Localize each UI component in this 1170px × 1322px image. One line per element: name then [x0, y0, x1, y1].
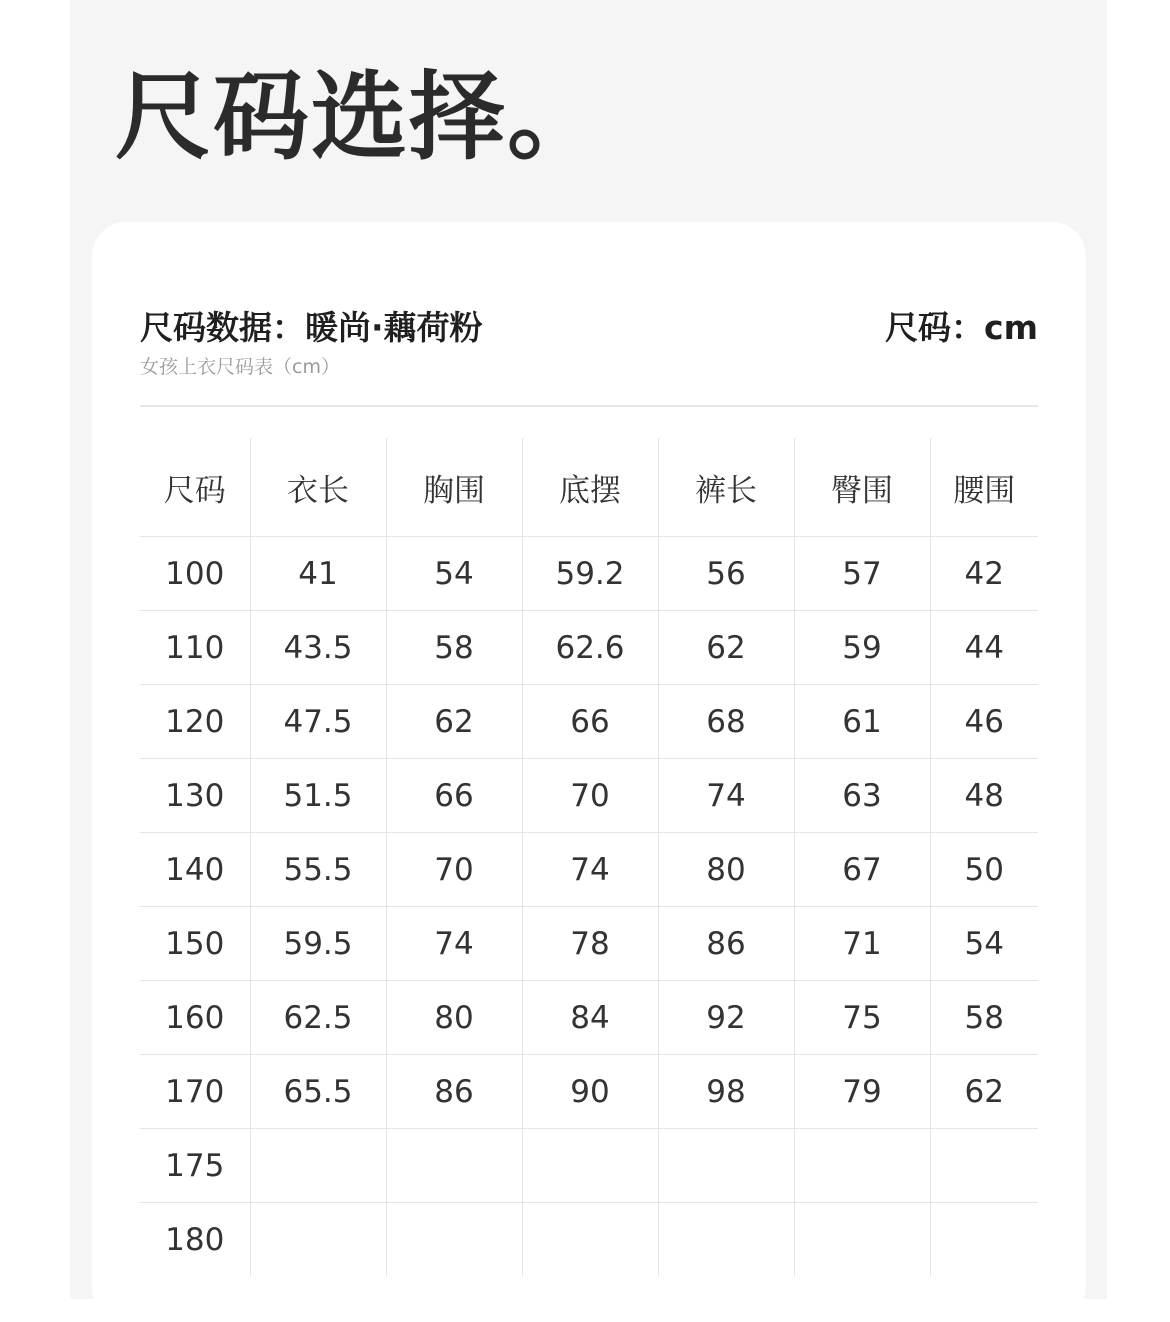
cell-size: 100: [140, 537, 250, 611]
cell-waist: [930, 1203, 1038, 1277]
header-divider: [140, 405, 1038, 407]
table-row: [140, 833, 1038, 907]
size-guide-page: [70, 0, 1107, 1299]
cell-length: 62.5: [250, 981, 386, 1055]
cell-size: 170: [140, 1055, 250, 1129]
cell-pants-length: 92: [658, 981, 794, 1055]
cell-waist: 62: [930, 1055, 1038, 1129]
cell-chest: 62: [386, 685, 522, 759]
cell-hem: 70: [522, 759, 658, 833]
cell-pants-length: 68: [658, 685, 794, 759]
cell-waist: 44: [930, 611, 1038, 685]
cell-chest: 86: [386, 1055, 522, 1129]
cell-chest: [386, 1129, 522, 1203]
cell-hip: 63: [794, 759, 930, 833]
cell-hem: 62.6: [522, 611, 658, 685]
cell-hip: 59: [794, 611, 930, 685]
column-header-size: 尺码: [140, 438, 250, 537]
cell-waist: 42: [930, 537, 1038, 611]
table-row: [140, 1055, 1038, 1129]
cell-pants-length: 80: [658, 833, 794, 907]
cell-size: 180: [165, 1221, 225, 1258]
size-data-title: 尺码数据：暖尚·藕荷粉: [140, 308, 483, 347]
cell-length: 43.5: [250, 611, 386, 685]
cell-hem: [522, 1203, 658, 1277]
cell-chest: 80: [386, 981, 522, 1055]
table-row: [140, 685, 1038, 759]
cell-chest: 70: [386, 833, 522, 907]
cell-hem: 84: [522, 981, 658, 1055]
table-row: [140, 981, 1038, 1055]
cell-length: [250, 1203, 386, 1277]
cell-hem: 90: [522, 1055, 658, 1129]
cell-hem: 59.2: [522, 537, 658, 611]
size-table-subtitle: 女孩上衣尺码表（cm）: [140, 356, 340, 378]
cell-hip: 71: [794, 907, 930, 981]
cell-hip: 57: [794, 537, 930, 611]
column-header-pants-length: 裤长: [658, 438, 794, 537]
cell-size: 120: [140, 685, 250, 759]
cell-hip: 79: [794, 1055, 930, 1129]
cell-length: [250, 1129, 386, 1203]
cell-length: 47.5: [250, 685, 386, 759]
cell-hem: 66: [522, 685, 658, 759]
table-row: [140, 907, 1038, 981]
cell-waist: 58: [930, 981, 1038, 1055]
cell-length: 41: [250, 537, 386, 611]
cell-hip: 61: [794, 685, 930, 759]
cell-waist: 50: [930, 833, 1038, 907]
column-header-length: 衣长: [250, 438, 386, 537]
column-header-waist: 腰围: [930, 438, 1038, 537]
cell-size: 175: [140, 1129, 250, 1203]
page-title: 尺码选择。: [115, 61, 605, 173]
cell-size: 110: [140, 611, 250, 685]
cell-size: 140: [140, 833, 250, 907]
card-header: [140, 306, 1038, 406]
column-header-hip: 臀围: [794, 438, 930, 537]
cell-waist: 46: [930, 685, 1038, 759]
cell-hip: 75: [794, 981, 930, 1055]
cell-pants-length: [658, 1129, 794, 1203]
table-body: [140, 537, 1038, 1277]
cell-length: 65.5: [250, 1055, 386, 1129]
cell-chest: [386, 1203, 522, 1277]
column-header-chest: 胸围: [386, 438, 522, 537]
column-header-hem: 底摆: [522, 438, 658, 537]
cell-hip: 67: [794, 833, 930, 907]
cell-pants-length: [658, 1203, 794, 1277]
cell-size: 160: [140, 981, 250, 1055]
table-row: [140, 759, 1038, 833]
cell-waist: [930, 1129, 1038, 1203]
cell-length: 51.5: [250, 759, 386, 833]
size-table: [140, 438, 1038, 1276]
cell-pants-length: 56: [658, 537, 794, 611]
cell-hem: 74: [522, 833, 658, 907]
cell-waist: 48: [930, 759, 1038, 833]
unit-label: 尺码：cm: [885, 308, 1038, 347]
cell-waist: 54: [930, 907, 1038, 981]
table-row: [140, 1129, 1038, 1203]
size-data-card: [92, 222, 1086, 1322]
cell-hem: 78: [522, 907, 658, 981]
table-row: [140, 1203, 1038, 1277]
table-row: [140, 537, 1038, 611]
cell-length: 55.5: [250, 833, 386, 907]
cell-pants-length: 74: [658, 759, 794, 833]
cell-size: 130: [140, 759, 250, 833]
cell-chest: 74: [386, 907, 522, 981]
cell-pants-length: 62: [658, 611, 794, 685]
cell-chest: 54: [386, 537, 522, 611]
cell-size: 150: [140, 907, 250, 981]
table-row: [140, 611, 1038, 685]
cell-pants-length: 98: [658, 1055, 794, 1129]
cell-hip: [794, 1203, 930, 1277]
cell-hem: [522, 1129, 658, 1203]
cell-chest: 66: [386, 759, 522, 833]
cell-chest: 58: [386, 611, 522, 685]
cell-length: 59.5: [250, 907, 386, 981]
cell-pants-length: 86: [658, 907, 794, 981]
cell-hip: [794, 1129, 930, 1203]
table-header-row: [140, 438, 1038, 537]
